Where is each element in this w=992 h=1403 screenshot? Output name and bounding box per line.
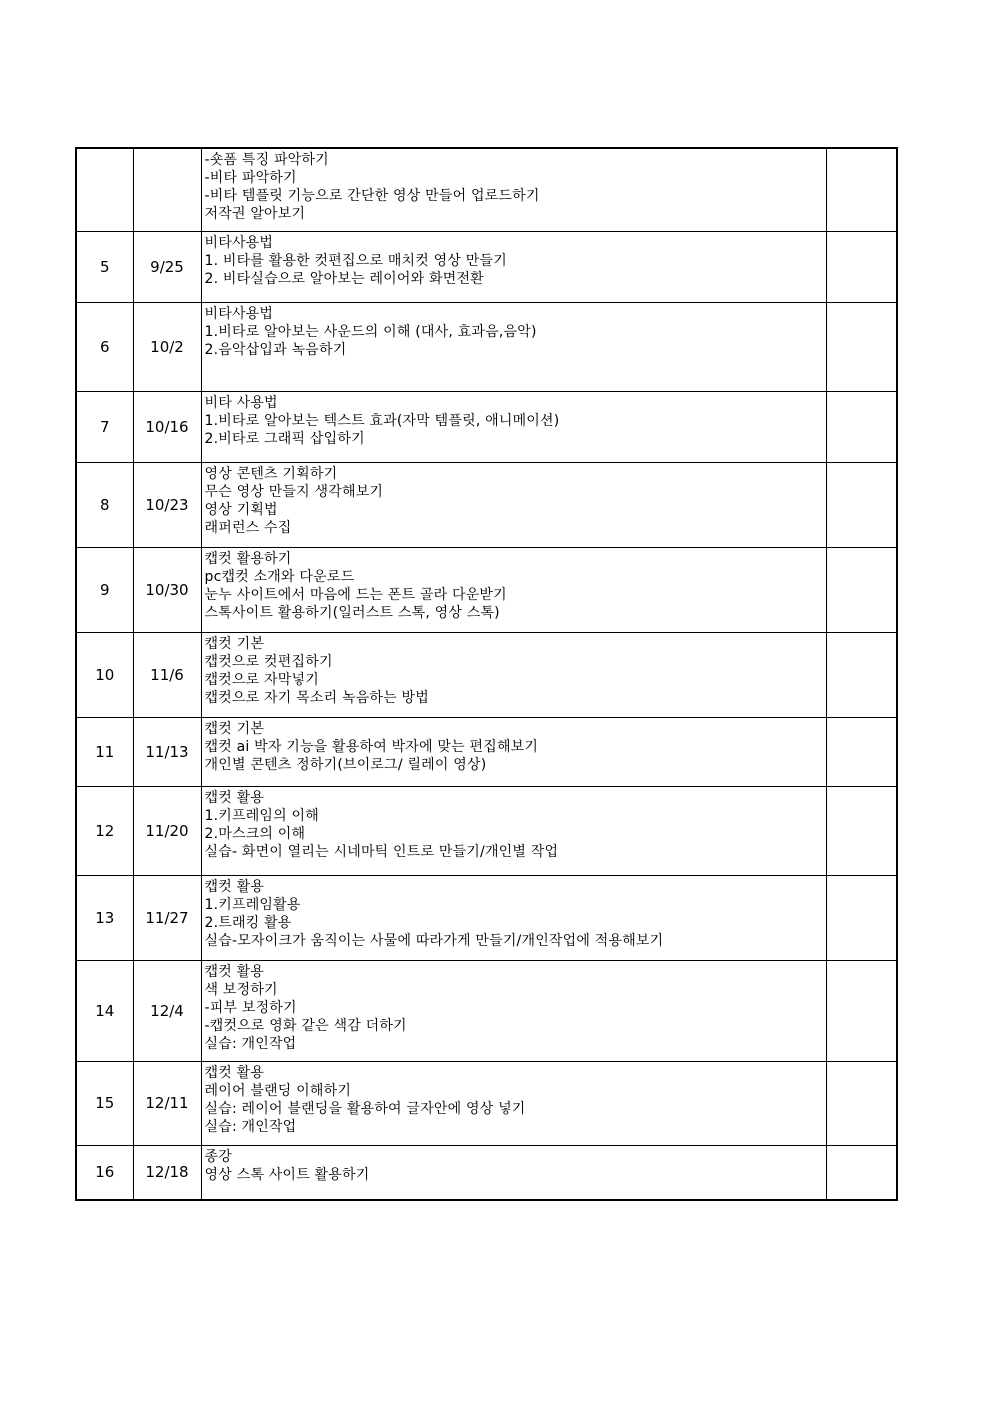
table-row bbox=[76, 547, 897, 632]
content-line: -캡컷으로 영화 같은 색감 더하기 bbox=[204, 1017, 407, 1034]
content-line: 저작권 알아보기 bbox=[204, 206, 306, 222]
date-cell bbox=[133, 148, 201, 231]
note-cell bbox=[826, 302, 897, 391]
content-line: 영상 기획법 bbox=[204, 501, 278, 518]
note-cell bbox=[826, 717, 897, 786]
content-line: pc캡컷 소개와 다운로드 bbox=[204, 568, 355, 585]
content-line: 비타사용법 bbox=[204, 234, 274, 251]
content-line: 캡컷으로 자기 목소리 녹음하는 방법 bbox=[204, 689, 429, 706]
table-row bbox=[76, 875, 897, 960]
table-row bbox=[76, 1145, 897, 1200]
table-row bbox=[76, 391, 897, 462]
content-cell bbox=[201, 786, 826, 875]
note-cell bbox=[826, 632, 897, 717]
date-cell: 10/30 bbox=[133, 547, 201, 632]
note-cell bbox=[826, 1061, 897, 1145]
content-cell bbox=[201, 231, 826, 302]
content-line: 캡컷으로 컷편집하기 bbox=[204, 653, 333, 670]
content-line: 2.비타로 그래픽 삽입하기 bbox=[204, 430, 365, 447]
content-line: 실습- 화면이 열리는 시네마틱 인트로 만들기/개인별 작업 bbox=[204, 843, 559, 860]
content-line: 캡컷 활용 bbox=[204, 1064, 265, 1081]
content-line: 캡컷 활용하기 bbox=[204, 550, 292, 567]
note-cell bbox=[826, 786, 897, 875]
date-cell: 12/11 bbox=[133, 1061, 201, 1145]
content-line: -숏폼 특징 파악하기 bbox=[204, 152, 329, 168]
content-cell bbox=[201, 960, 826, 1061]
date-cell: 12/4 bbox=[133, 960, 201, 1061]
content-line: 실습: 개인작업 bbox=[204, 1118, 297, 1135]
content-line: 캡컷으로 자막넣기 bbox=[204, 671, 319, 688]
schedule-body bbox=[76, 148, 897, 1200]
content-line: -비타 템플릿 기능으로 간단한 영상 만들어 업로드하기 bbox=[204, 188, 540, 204]
content-line: 1.키프레임활용 bbox=[204, 896, 301, 913]
week-number-cell: 15 bbox=[76, 1061, 133, 1145]
content-line: 1.비타로 알아보는 텍스트 효과(자막 템플릿, 애니메이션) bbox=[204, 412, 560, 429]
note-cell bbox=[826, 1145, 897, 1200]
content-line: 2. 비타실습으로 알아보는 레이어와 화면전환 bbox=[204, 270, 484, 287]
week-number-cell bbox=[76, 148, 133, 231]
content-line: -비타 파악하기 bbox=[204, 170, 297, 186]
week-number-cell: 5 bbox=[76, 231, 133, 302]
date-cell: 11/6 bbox=[133, 632, 201, 717]
content-cell bbox=[201, 875, 826, 960]
content-line: 1. 비타를 활용한 컷편집으로 매치컷 영상 만들기 bbox=[204, 252, 507, 269]
week-number-cell: 9 bbox=[76, 547, 133, 632]
week-number-cell: 14 bbox=[76, 960, 133, 1061]
week-number-cell: 7 bbox=[76, 391, 133, 462]
date-cell: 12/18 bbox=[133, 1145, 201, 1200]
table-row bbox=[76, 231, 897, 302]
table-row bbox=[76, 462, 897, 547]
week-number-cell: 6 bbox=[76, 302, 133, 391]
content-line: 2.음악삽입과 녹음하기 bbox=[204, 341, 347, 358]
content-line: 캡컷 ai 박자 기능을 활용하여 박자에 맞는 편집해보기 bbox=[204, 738, 539, 755]
content-line: 무슨 영상 만들지 생각해보기 bbox=[204, 483, 384, 500]
note-cell bbox=[826, 231, 897, 302]
date-cell: 11/13 bbox=[133, 717, 201, 786]
content-cell bbox=[201, 1061, 826, 1145]
content-cell bbox=[201, 632, 826, 717]
table-row bbox=[76, 148, 897, 231]
content-line: 캡컷 기본 bbox=[204, 720, 265, 737]
content-line: 레이어 블랜딩 이해하기 bbox=[204, 1082, 352, 1099]
content-line: 캡컷 기본 bbox=[204, 635, 265, 652]
week-number-cell: 16 bbox=[76, 1145, 133, 1200]
date-cell: 10/2 bbox=[133, 302, 201, 391]
table-row bbox=[76, 632, 897, 717]
date-cell: 10/16 bbox=[133, 391, 201, 462]
content-line: 캡컷 활용 bbox=[204, 963, 265, 980]
content-cell bbox=[201, 391, 826, 462]
content-line: 2.마스크의 이해 bbox=[204, 825, 306, 842]
content-line: 비타 사용법 bbox=[204, 394, 278, 411]
date-cell: 9/25 bbox=[133, 231, 201, 302]
content-line: 눈누 사이트에서 마음에 드는 폰트 골라 다운받기 bbox=[204, 586, 507, 603]
content-line: 실습: 개인작업 bbox=[204, 1035, 297, 1052]
content-cell bbox=[201, 148, 826, 231]
table-row bbox=[76, 786, 897, 875]
note-cell bbox=[826, 391, 897, 462]
table-row bbox=[76, 302, 897, 391]
table-row bbox=[76, 960, 897, 1061]
content-line: 캡컷 활용 bbox=[204, 789, 265, 806]
content-cell bbox=[201, 462, 826, 547]
content-line: 색 보정하기 bbox=[204, 981, 278, 998]
content-line: 래퍼런스 수집 bbox=[204, 519, 292, 536]
content-cell bbox=[201, 547, 826, 632]
content-line: 2.트래킹 활용 bbox=[204, 914, 292, 931]
content-line: 영상 콘텐츠 기획하기 bbox=[204, 465, 338, 482]
content-line: 종강 bbox=[204, 1148, 232, 1165]
week-number-cell: 13 bbox=[76, 875, 133, 960]
content-line: 스톡사이트 활용하기(일러스트 스톡, 영상 스톡) bbox=[204, 604, 500, 621]
content-line: 비타사용법 bbox=[204, 305, 274, 322]
note-cell bbox=[826, 547, 897, 632]
week-number-cell: 10 bbox=[76, 632, 133, 717]
content-line: 1.키프레임의 이해 bbox=[204, 807, 319, 824]
date-cell: 10/23 bbox=[133, 462, 201, 547]
note-cell bbox=[826, 462, 897, 547]
note-cell bbox=[826, 875, 897, 960]
content-line: 실습-모자이크가 움직이는 사물에 따라가게 만들기/개인작업에 적용해보기 bbox=[204, 932, 664, 949]
schedule-table bbox=[75, 147, 898, 1201]
content-line: -피부 보정하기 bbox=[204, 999, 297, 1016]
content-line: 캡컷 활용 bbox=[204, 878, 265, 895]
content-cell bbox=[201, 717, 826, 786]
week-number-cell: 8 bbox=[76, 462, 133, 547]
date-cell: 11/27 bbox=[133, 875, 201, 960]
content-cell bbox=[201, 1145, 826, 1200]
content-line: 개인별 콘텐츠 정하기(브이로그/ 릴레이 영상) bbox=[204, 756, 487, 773]
content-cell bbox=[201, 302, 826, 391]
date-cell: 11/20 bbox=[133, 786, 201, 875]
table-row bbox=[76, 717, 897, 786]
content-line: 영상 스톡 사이트 활용하기 bbox=[204, 1166, 370, 1183]
week-number-cell: 11 bbox=[76, 717, 133, 786]
note-cell bbox=[826, 148, 897, 231]
content-line: 실습: 레이어 블랜딩을 활용하여 글자안에 영상 넣기 bbox=[204, 1100, 526, 1117]
content-line: 1.비타로 알아보는 사운드의 이해 (대사, 효과음,음악) bbox=[204, 323, 537, 340]
table-row bbox=[76, 1061, 897, 1145]
note-cell bbox=[826, 960, 897, 1061]
week-number-cell: 12 bbox=[76, 786, 133, 875]
